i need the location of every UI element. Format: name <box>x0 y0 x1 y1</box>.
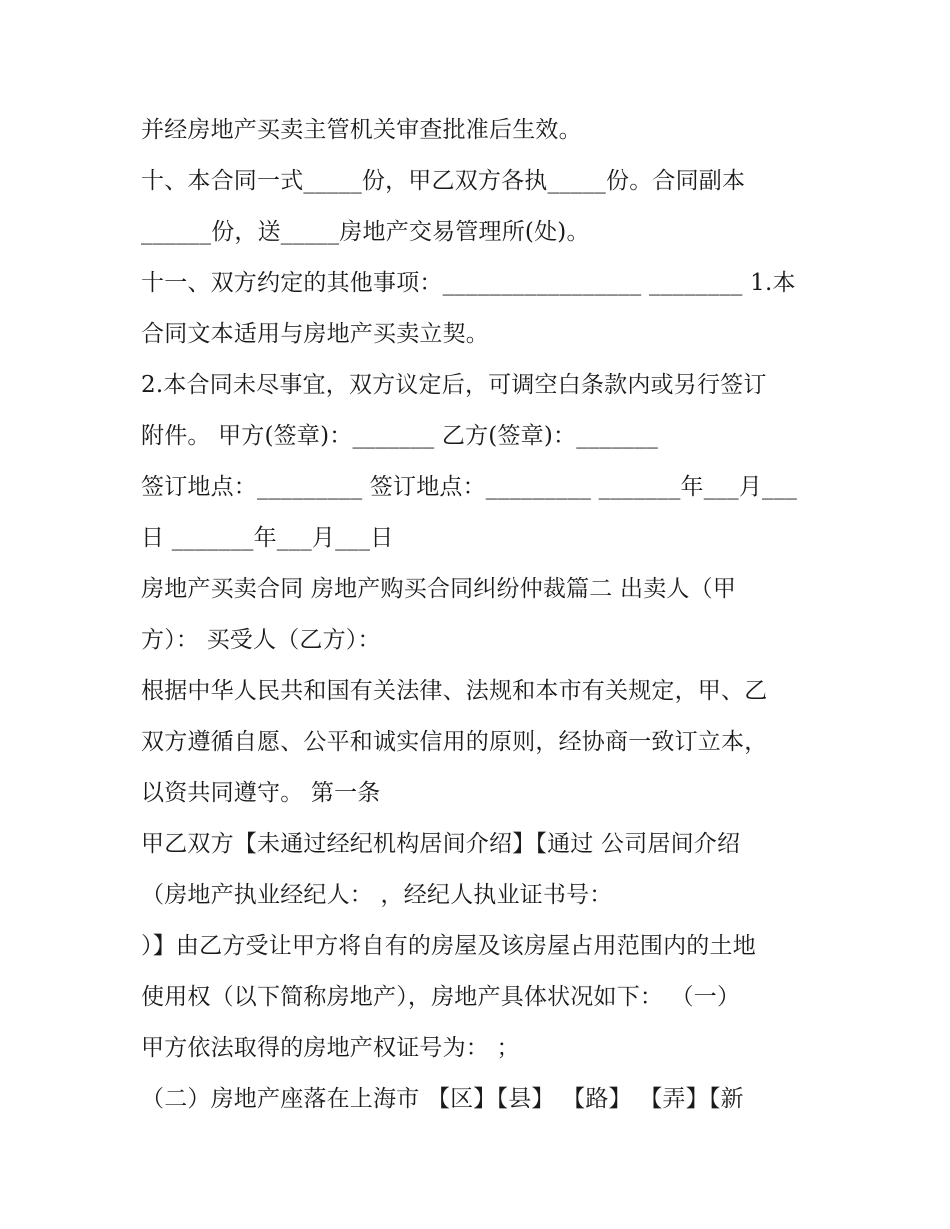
text-line: 方）： 买受人（乙方）： <box>141 627 381 653</box>
text-line: 十一、双方约定的其他事项：_________________ ________ 1.本 <box>141 270 796 296</box>
text-line: 十、本合同一式_____份，甲乙双方各执_____份。合同副本 <box>141 168 746 194</box>
text-line: 甲乙双方【未通过经纪机构居间介绍】【通过 公司居间介绍 <box>141 831 741 857</box>
text-line: 甲方依法取得的房地产权证号为： ； <box>141 1035 520 1061</box>
text-line: 房地产买卖合同 房地产购买合同纠纷仲裁篇二 出卖人（甲 <box>141 576 737 602</box>
text-line: 附件。 甲方(签章)：_______ 乙方(签章)：_______ <box>141 423 659 449</box>
text-line: 根据中华人民共和国有关法律、法规和本市有关规定，甲、乙 <box>141 678 768 704</box>
contract-text <box>141 107 821 1127</box>
text-line: 签订地点：_________ 签订地点：_________ _______年___月___ <box>141 474 798 500</box>
text-line: ______份，送_____房地产交易管理所(处)。 <box>141 219 590 245</box>
text-line: ）】由乙方受让甲方将自有的房屋及该房屋占用范围内的土地 <box>141 933 756 959</box>
text-line: 2.本合同未尽事宜，双方议定后，可调空白条款内或另行签订 <box>141 372 767 398</box>
text-line: （二）房地产座落在上海市 【区】【县】 【路】 【弄】【新 <box>141 1086 744 1112</box>
text-line: 合同文本适用与房地产买卖立契。 <box>141 321 489 347</box>
text-line: （房地产执业经纪人： ，经纪人执业证书号： <box>141 882 613 908</box>
text-line: 日 _______年___月___日 <box>141 525 394 551</box>
text-line: 使用权（以下简称房地产），房地产具体状况如下： （一） <box>141 984 741 1010</box>
text-line: 并经房地产买卖主管机关审查批准后生效。 <box>141 117 582 143</box>
text-line: 双方遵循自愿、公平和诚实信用的原则，经协商一致订立本， <box>141 729 768 755</box>
text-line: 以资共同遵守。 第一条 <box>141 780 381 806</box>
